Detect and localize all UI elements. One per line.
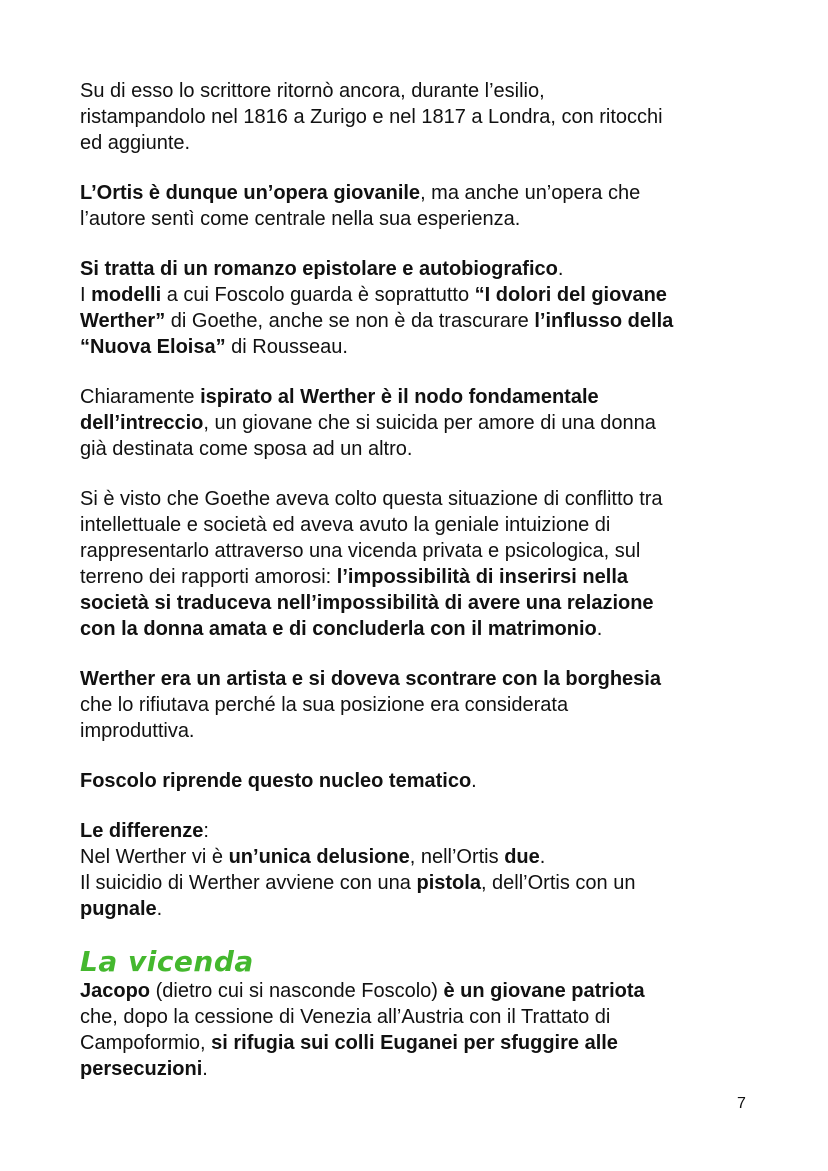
bold-text: pugnale [80,898,157,920]
bold-text: Le differenze [80,820,204,842]
text-run: che, dopo la cessione di Venezia all’Austria con il Trattato di [80,1006,611,1028]
text-line [80,130,780,156]
section-body-text [80,978,780,1082]
text-line [80,334,780,360]
text-run: già destinata come sposa ad un altro. [80,438,413,460]
bold-text: “I dolori del giovane [474,284,667,306]
para-esilio [80,78,780,156]
text-run: : [203,820,209,842]
text-run: , un giovane che si suicida per amore di una donna [203,412,656,434]
text-line [80,512,780,538]
text-line [80,206,780,232]
text-line [80,666,780,692]
text-line [80,896,780,922]
text-run: Chiaramente [80,386,201,408]
bold-text: Werther era un artista e si doveva scontrare con la borghesia [80,668,661,690]
text-line [80,538,780,564]
bold-text: ispirato al Werther è il nodo fondamentale [200,386,599,408]
bold-text: Si tratta di un romanzo epistolare e autobiografico [80,258,558,280]
bold-text: persecuzioni [80,1058,203,1080]
text-run: terreno dei rapporti amorosi: [80,566,337,588]
text-line [80,1004,780,1030]
text-line [80,590,780,616]
text-line [80,718,780,744]
body-text [80,78,780,922]
text-line [80,844,780,870]
text-run: Il suicidio di Werther avviene con una [80,872,417,894]
text-run: . [156,898,163,920]
text-run: Campoformio, [80,1032,212,1054]
para-opera-giovanile [80,180,780,232]
bold-text: Jacopo [80,980,151,1002]
text-line [80,978,780,1004]
bold-text: dell’intreccio [80,412,204,434]
bold-text: due [504,846,540,868]
text-line [80,1030,780,1056]
text-run: , dell’Ortis con un [480,872,636,894]
text-run: , nell’Ortis [409,846,505,868]
text-run: . [471,770,477,792]
text-run: . [539,846,546,868]
text-line [80,410,780,436]
bold-text: l’impossibilità di inserirsi nella [336,566,628,588]
page-number: 7 [737,1095,746,1112]
text-run: rappresentarlo attraverso una vicenda privata e psicologica, sul [80,540,641,562]
text-line [80,384,780,410]
text-run: , ma anche un’opera che [420,182,641,204]
text-line [80,1056,780,1082]
text-line [80,870,780,896]
text-run: ristampandolo nel 1816 a Zurigo e nel 1817 a Londra, con ritocchi [80,106,663,128]
text-line [80,308,780,334]
text-run: di Goethe, anche se non è da trascurare [165,310,535,332]
text-run: ed aggiunte. [80,132,191,154]
bold-text: un’unica delusione [228,846,410,868]
section-heading-la-vicenda: La vicenda [80,945,254,978]
text-run: l’autore sentì come centrale nella sua esperienza. [80,208,521,230]
bold-text: società si traduceva nell’impossibilità di avere una relazione [80,592,654,614]
bold-text: Foscolo riprende questo nucleo tematico [80,770,472,792]
text-run: di Rousseau. [225,336,348,358]
text-line [80,486,780,512]
bold-text: si rifugia sui colli Euganei per sfuggire alle [211,1032,618,1054]
para-nucleo-tematico [80,768,780,794]
para-romanzo-epistolare [80,256,780,360]
para-intreccio [80,384,780,462]
text-line [80,180,780,206]
text-line [80,818,780,844]
text-line [80,104,780,130]
text-run: Si è visto che Goethe aveva colto questa situazione di conflitto tra [80,488,663,510]
bold-text: “Nuova Eloisa” [80,336,226,358]
text-run: (dietro cui si nasconde Foscolo) [150,980,444,1002]
page-content [80,78,780,1106]
text-line [80,282,780,308]
text-line [80,616,780,642]
para-jacopo [80,978,780,1082]
text-line [80,692,780,718]
text-line [80,78,780,104]
text-run: improduttiva. [80,720,195,742]
text-line [80,768,780,794]
text-line [80,256,780,282]
text-line [80,436,780,462]
bold-text: Werther” [80,310,166,332]
text-run: intellettuale e società ed aveva avuto la geniale intuizione di [80,514,611,536]
bold-text: modelli [91,284,162,306]
para-goethe-conflitto [80,486,780,642]
bold-text: l’influsso della [534,310,674,332]
para-werther-artista [80,666,780,744]
text-run: . [557,258,564,280]
text-run: I [80,284,92,306]
text-run: Nel Werther vi è [80,846,229,868]
text-run: Su di esso lo scrittore ritornò ancora, durante l’esilio, [80,80,545,102]
text-run: che lo rifiutava perché la sua posizione era considerata [80,694,569,716]
text-line [80,564,780,590]
bold-text: pistola [416,872,481,894]
text-run: a cui Foscolo guarda è soprattutto [161,284,475,306]
bold-text: è un giovane patriota [443,980,645,1002]
text-run: . [202,1058,208,1080]
text-run: . [596,618,603,640]
bold-text: L’Ortis è dunque un’opera giovanile [80,182,421,204]
para-differenze [80,818,780,922]
bold-text: con la donna amata e di concluderla con il matrimonio [80,618,597,640]
